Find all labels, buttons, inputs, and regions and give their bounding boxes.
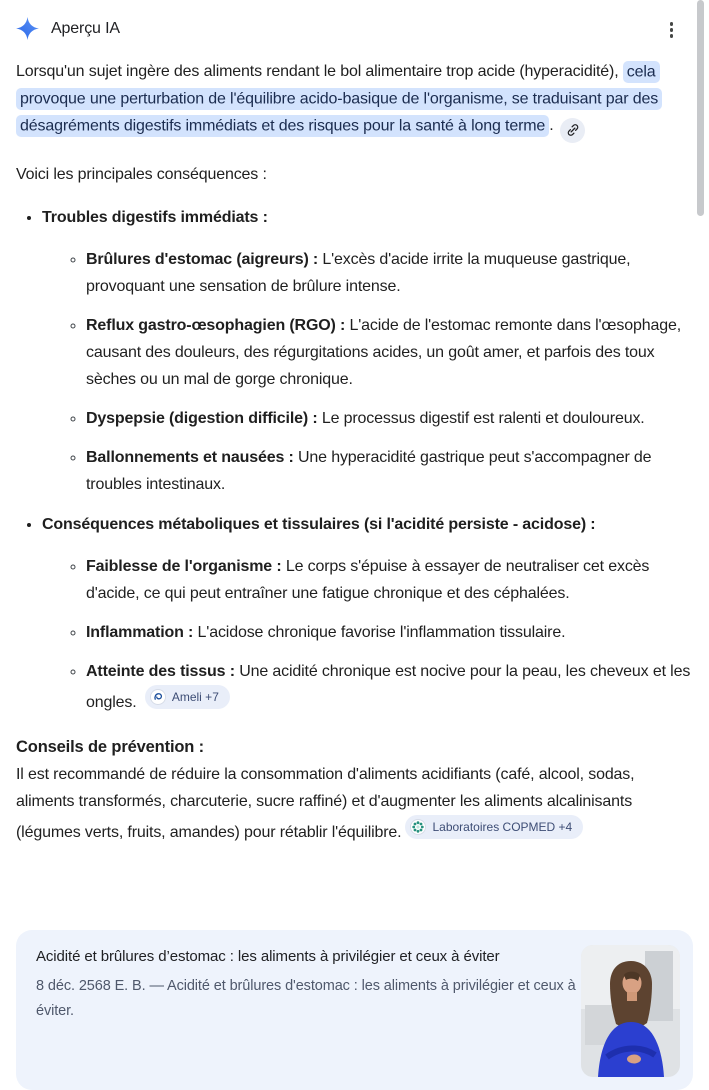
highlighted-citation-text[interactable]: cela provoque une perturbation de l'équilibre acido-basique de l'organisme, se traduisant par des désagréments digestifs immédiats et des risques pour la santé à long terme [16, 61, 662, 137]
gemini-sparkle-icon [16, 17, 39, 40]
sub-list [42, 553, 693, 716]
list-item [86, 246, 693, 300]
ai-overview-content [0, 58, 709, 846]
list-item [86, 405, 693, 432]
list-item [86, 658, 693, 716]
more-options-button[interactable] [666, 18, 678, 42]
list-item [86, 312, 693, 393]
intro-text-end: . [549, 117, 554, 134]
ameli-favicon-icon [150, 689, 166, 705]
list-item-label: Brûlures d'estomac (aigreurs) : [86, 250, 319, 268]
list-item-text: Le processus digestif est ralenti et douloureux. [321, 409, 645, 427]
source-chip-copmed[interactable] [405, 815, 583, 839]
woman-holding-stomach-thumbnail[interactable] [581, 945, 680, 1077]
prevention-paragraph [16, 761, 693, 846]
list-item-text: Une acidité chronique est nocive pour la peau, les cheveux et les ongles. [86, 662, 691, 711]
link-icon [566, 123, 580, 137]
ai-overview-header [0, 0, 709, 40]
vertical-scrollbar-thumb[interactable] [697, 0, 704, 216]
list-item-title: Troubles digestifs immédiats : [42, 208, 268, 226]
list-item [42, 204, 693, 498]
list-item [86, 553, 693, 607]
list-item [42, 511, 693, 716]
list-item-label: Ballonnements et nausées : [86, 448, 294, 466]
source-result-card[interactable] [16, 930, 693, 1090]
sub-list [42, 246, 693, 498]
source-card-title[interactable]: Acidité et brûlures d’estomac : les aliments à privilégier et ceux à éviter [36, 948, 500, 965]
list-item-label: Inflammation : [86, 623, 194, 641]
consequences-list [16, 204, 693, 716]
list-item-label: Atteinte des tissus : [86, 662, 235, 680]
list-item-label: Reflux gastro-œsophagien (RGO) : [86, 316, 346, 334]
copmed-favicon-icon [410, 819, 426, 835]
list-item-title: Conséquences métaboliques et tissulaires (si l'acidité persiste - acidose) : [42, 515, 596, 533]
source-chip-label: Laboratoires COPMED +4 [432, 819, 573, 834]
list-item [86, 444, 693, 498]
list-item [86, 619, 693, 646]
prevention-heading: Conseils de prévention : [16, 737, 205, 756]
source-chip-ameli[interactable] [145, 685, 230, 709]
list-item-text: L'acidose chronique favorise l'inflammation tissulaire. [197, 623, 566, 641]
kebab-menu-icon [670, 22, 674, 26]
list-item-label: Dyspepsie (digestion difficile) : [86, 409, 318, 427]
list-item-text: Le corps s'épuise à essayer de neutraliser cet excès d'acide, ce qui peut entraîner une fatigue chronique et des céphalées. [86, 557, 650, 602]
source-chip-label: Ameli +7 [171, 689, 219, 704]
intro-text: Lorsqu'un sujet ingère des aliments rendant le bol alimentaire trop acide (hyperacidité), [16, 63, 623, 80]
list-item-text: Une hyperacidité gastrique peut s'accompagner de troubles intestinaux. [86, 448, 652, 493]
page-title: Aperçu IA [51, 19, 120, 37]
consequences-intro: Voici les principales conséquences : [16, 165, 267, 183]
source-card-description: 8 déc. 2568 E. B. — Acidité et brûlures d'estomac : les aliments à privilégier et ceux à éviter. [36, 978, 576, 1019]
prevention-text: Il est recommandé de réduire la consommation d'aliments acidifiants (café, alcool, sodas, aliments transformés, charcuterie, sucre raffiné) et d'augmenter les aliments alcalinisants (légumes verts, fruits, amandes) pour rétablir l'équilibre. [16, 765, 635, 841]
list-item-text: L'excès d'acide irrite la muqueuse gastrique, provoquant une sensation de brûlure intense. [86, 250, 631, 295]
list-item-text: L'acide de l'estomac remonte dans l'œsophage, causant des douleurs, des régurgitations acides, un goût amer, et parfois des toux sèches ou un mal de gorge chronique. [86, 316, 681, 388]
citation-link-button[interactable] [560, 118, 585, 143]
list-item-label: Faiblesse de l'organisme : [86, 557, 282, 575]
intro-paragraph [16, 58, 693, 143]
